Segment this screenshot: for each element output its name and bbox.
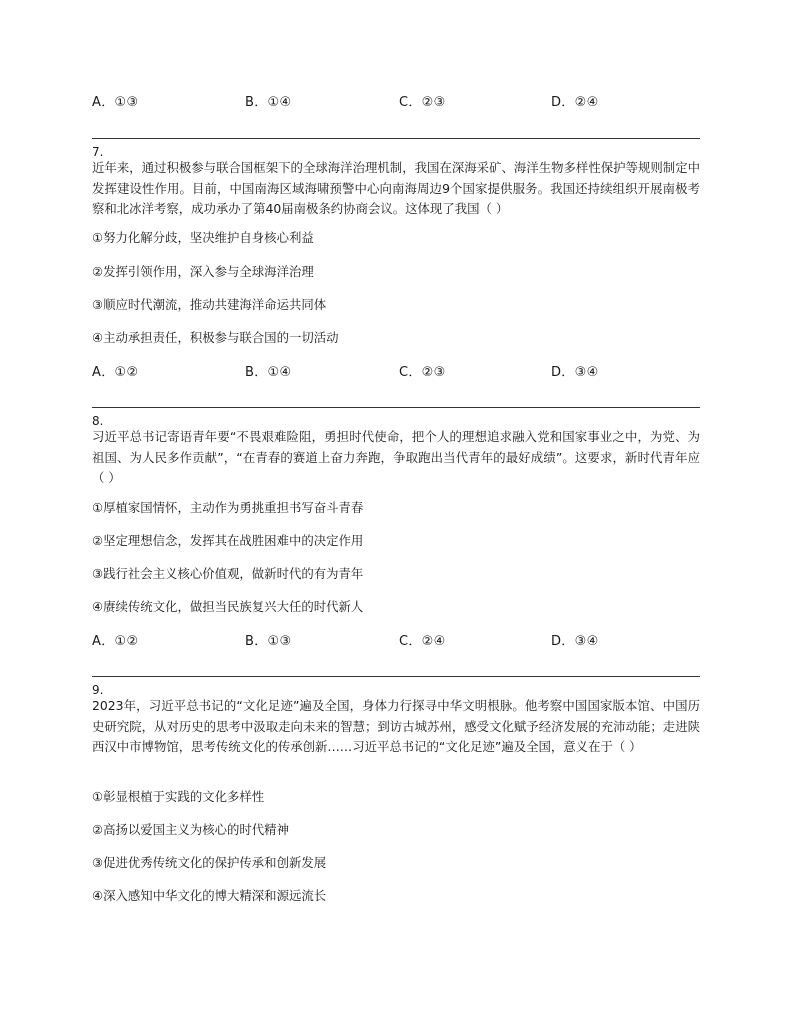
q8-option-b[interactable]: B．①③ — [245, 634, 292, 649]
q6-option-b[interactable]: B．①④ — [245, 95, 292, 110]
q7-option-d[interactable]: D．③④ — [551, 365, 599, 380]
q7-options — [92, 363, 700, 383]
divider-q8 — [92, 407, 700, 408]
q8-choice-1[interactable]: ①厚植家国情怀，主动作为勇挑重担书写奋斗青春 — [92, 500, 364, 515]
q8-option-a[interactable]: A．①② — [92, 634, 139, 649]
q7-choice-1[interactable]: ①努力化解分歧，坚决维护自身核心利益 — [92, 230, 314, 245]
divider-q7 — [92, 138, 700, 139]
q9-choice-1[interactable]: ①彰显根植于实践的文化多样性 — [92, 789, 265, 804]
q8-choice-3[interactable]: ③践行社会主义核心价值观，做新时代的有为青年 — [92, 566, 364, 581]
q7-choice-4[interactable]: ④主动承担责任，积极参与联合国的一切活动 — [92, 330, 339, 345]
q8-option-d[interactable]: D．③④ — [551, 634, 599, 649]
q8-choice-2[interactable]: ②坚定理想信念，发挥其在战胜困难中的决定作用 — [92, 533, 364, 548]
q7-option-c[interactable]: C．②③ — [399, 365, 446, 380]
q8-number: 8. — [92, 414, 104, 428]
q6-option-a[interactable]: A．①③ — [92, 95, 139, 110]
q7-choice-2[interactable]: ②发挥引领作用，深入参与全球海洋治理 — [92, 264, 314, 279]
divider-q9 — [92, 676, 700, 677]
q7-option-b[interactable]: B．①④ — [245, 365, 292, 380]
q8-options — [92, 632, 700, 652]
q7-stem: 近年来，通过积极参与联合国框架下的全球海洋治理机制，我国在深海采矿、海洋生物多样性保护等规则制定中发挥建设性作用。目前，中国南海区域海啸预警中心向南海周边9个国家提供服务。我国还持续组织开展南极考察和北冰洋考察，成功承办了第40届南极条约协商会议。这体现了我国（ ） — [92, 160, 700, 216]
q6-option-d[interactable]: D．②④ — [551, 95, 599, 110]
q7-number: 7. — [92, 145, 104, 159]
q8-stem: 习近平总书记寄语青年要“不畏艰难险阻，勇担时代使命，把个人的理想追求融入党和国家事业之中，为党、为祖国、为人民多作贡献”，“在青春的赛道上奋力奔跑，争取跑出当代青年的最好成绩”。这要求，新时代青年应（ ） — [92, 429, 700, 485]
q6-option-c[interactable]: C．②③ — [399, 95, 446, 110]
q9-stem: 2023年，习近平总书记的“文化足迹”遍及全国，身体力行探寻中华文明根脉。他考察中国国家版本馆、中国历史研究院，从对历史的思考中汲取走向未来的智慧；到访古城苏州，感受文化赋予经济发展的充沛动能；走进陕西汉中市博物馆，思考传统文化的传承创新……习近平总书记的“文化足迹”遍及全国，意义在于（ ） — [92, 698, 700, 754]
q7-option-a[interactable]: A．①② — [92, 365, 139, 380]
q7-choice-3[interactable]: ③顺应时代潮流，推动共建海洋命运共同体 — [92, 297, 327, 312]
q8-choice-4[interactable]: ④赓续传统文化，做担当民族复兴大任的时代新人 — [92, 599, 364, 614]
q9-choice-3[interactable]: ③促进优秀传统文化的保护传承和创新发展 — [92, 855, 327, 870]
q6-options — [92, 93, 700, 113]
q9-number: 9. — [92, 683, 104, 697]
q8-option-c[interactable]: C．②④ — [399, 634, 446, 649]
q9-choice-2[interactable]: ②高扬以爱国主义为核心的时代精神 — [92, 822, 289, 837]
q9-choice-4[interactable]: ④深入感知中华文化的博大精深和源远流长 — [92, 888, 327, 903]
